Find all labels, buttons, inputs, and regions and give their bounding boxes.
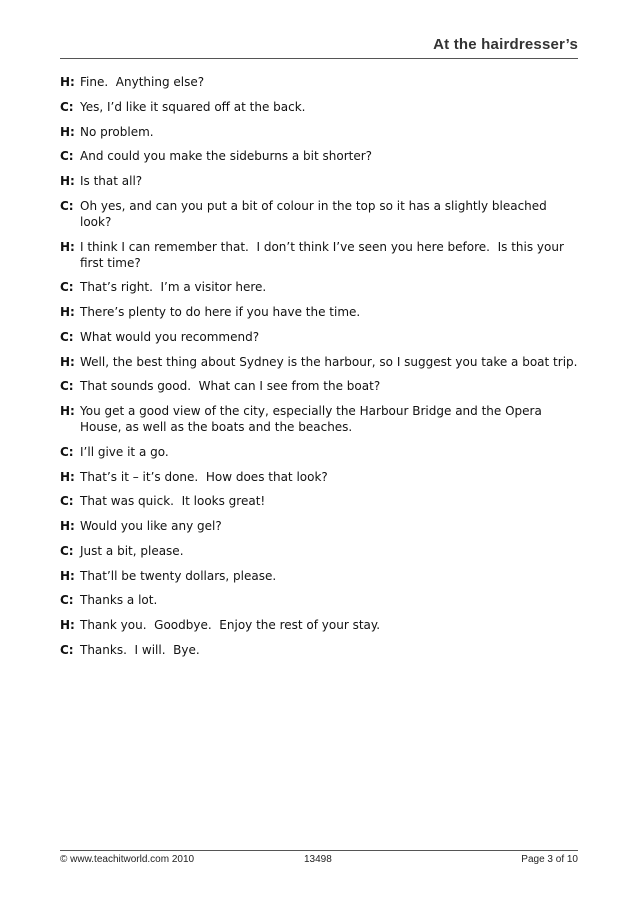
dialogue-line [60,279,578,295]
speaker-label: C: [60,593,74,608]
speaker-label: H: [60,618,75,632]
speaker-label: C: [60,379,74,394]
dialogue-line [60,198,578,230]
speaker-label: C: [60,444,74,459]
speaker-label: H: [60,469,75,484]
speaker-label: C: [60,494,74,509]
dialogue-line [60,403,578,435]
dialogue-line [60,518,578,534]
dialogue-text: Thanks. I will. Bye. [80,642,200,657]
dialogue-line [60,642,578,658]
dialogue-text: Just a bit, please. [80,543,184,558]
speaker-label: C: [60,642,74,657]
speaker-label: C: [60,280,74,295]
dialogue-text: Would you like any gel? [80,519,222,533]
dialogue-text: Oh yes, and can you put a bit of colour in the top so it has a slightly bleached look? [80,198,551,229]
dialogue-text: That was quick. It looks great! [80,494,266,509]
dialogue-text: Thanks a lot. [80,593,158,608]
dialogue-line [60,239,578,271]
dialogue-text: You get a good view of the city, especially the Harbour Bridge and the Opera House, as well as the boats and the beaches. [80,404,546,434]
dialogue-line [60,74,578,90]
dialogue-line [60,444,578,460]
page-footer [60,850,578,871]
dialogue-line [60,469,578,485]
page-header [60,0,578,59]
speaker-label: H: [60,75,75,89]
speaker-label: H: [60,239,75,254]
dialogue-text: There’s plenty to do here if you have the time. [80,305,361,319]
dialogue-text: No problem. [80,124,154,139]
dialogue-text: I’ll give it a go. [80,444,169,459]
speaker-label: H: [60,354,75,369]
speaker-label: H: [60,124,75,139]
dialogue-text: Yes, I’d like it squared off at the back. [80,99,306,114]
dialogue-line [60,543,578,559]
speaker-label: H: [60,568,75,583]
dialogue-line [60,378,578,394]
dialogue-line [60,617,578,633]
speaker-label: C: [60,543,74,558]
speaker-label: H: [60,519,75,533]
page-title: At the hairdresser’s [433,36,578,53]
speaker-label: H: [60,174,75,188]
dialogue-line [60,568,578,584]
dialogue [60,74,578,667]
dialogue-line [60,493,578,509]
dialogue-text: I think I can remember that. I don’t think I’ve seen you here before. Is this your first time? [80,239,568,270]
dialogue-line [60,173,578,189]
dialogue-line [60,148,578,164]
dialogue-text: That’s right. I’m a visitor here. [80,280,267,295]
dialogue-text: That’ll be twenty dollars, please. [80,568,277,583]
footer-page-number: Page 3 of 10 [521,854,578,865]
speaker-label: C: [60,198,74,213]
speaker-label: C: [60,149,74,164]
dialogue-line [60,99,578,115]
dialogue-text: And could you make the sideburns a bit shorter? [80,149,373,164]
dialogue-text: Is that all? [80,174,143,188]
speaker-label: H: [60,305,75,319]
dialogue-text: Well, the best thing about Sydney is the harbour, so I suggest you take a boat trip. [80,354,578,369]
dialogue-line [60,329,578,345]
speaker-label: H: [60,404,75,418]
dialogue-text: Fine. Anything else? [80,75,205,89]
footer-resource-id: 13498 [304,854,332,865]
dialogue-text: That sounds good. What can I see from the boat? [80,379,381,394]
dialogue-line [60,304,578,320]
dialogue-line [60,592,578,608]
speaker-label: C: [60,329,74,344]
dialogue-text: That’s it – it’s done. How does that look? [80,469,328,484]
dialogue-text: What would you recommend? [80,329,260,344]
footer-copyright: © www.teachitworld.com 2010 [60,854,195,865]
dialogue-line [60,124,578,140]
dialogue-line [60,354,578,370]
speaker-label: C: [60,99,74,114]
dialogue-text: Thank you. Goodbye. Enjoy the rest of your stay. [80,618,381,632]
